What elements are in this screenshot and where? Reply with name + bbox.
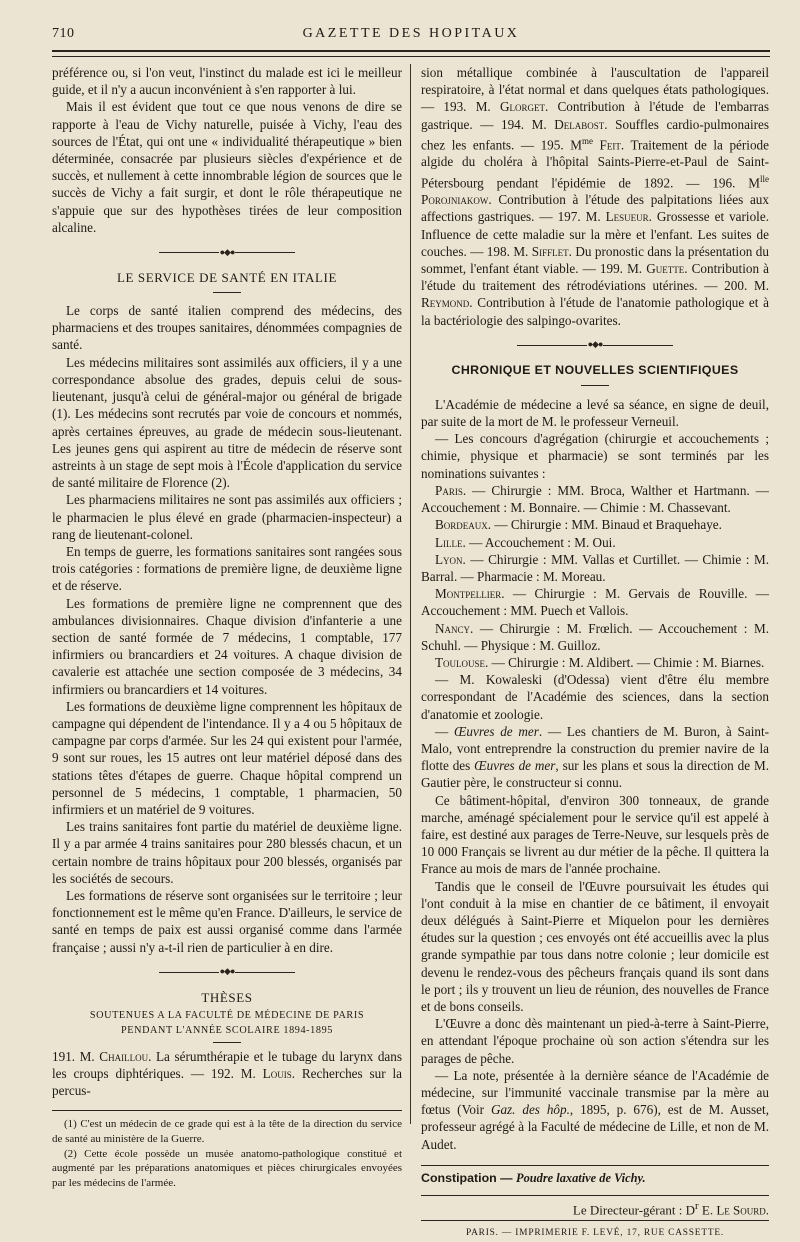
jury-text: — Chirurgie : MM. Broca, Walther et Hartmann. — Accouchement : M. Bonnaire. — Chimie : M. Chassevant. <box>421 482 769 516</box>
printer-imprint: PARIS. — IMPRIMERIE F. LEVÉ, 17, RUE CASSETTE. <box>465 1227 725 1238</box>
theses-text-segment: Porojniakow <box>421 192 489 208</box>
jury-text: — Chirurgie : M. Frœlich. — Accouchement : M. Schuhl. — Physique : M. Guilloz. <box>421 620 769 653</box>
theses-text-segment: . Du pronostic dans la présentation du sommet, l'enfant étant viable. — 199. M. <box>421 243 769 277</box>
theses-text-segment: . Contribution à l'étude de l'anatomie pathologique et à la bactériologie des salpingo-ovarites. <box>421 295 769 328</box>
theses-text-segment: . Traitement de la période algide du choléra à l'hôpital Saints-Pierre-et-Paul de Saint-Pétersbourg pendant l'épidémie de 1892. — 196. M <box>421 137 770 190</box>
intro-paragraph: préférence ou, si l'on veut, l'instinct du malade est ici le meilleur guide, et il n'y a aucun inconvénient à s'en rapporter à lui. <box>52 65 402 98</box>
theses-text-segment: . Contribution à l'étude des palpitations liées aux affections gastriques. — 197. M. <box>421 192 769 225</box>
paragraph: — M. Kowaleski (d'Odessa) vient d'être élu membre correspondant de l'Académie des sciences, dans la section d'anatomie et zoologie. <box>421 672 769 722</box>
theses-text-segment: Reymond <box>421 295 470 311</box>
footnote-rule <box>52 1110 402 1111</box>
paragraph: Le corps de santé italien comprend des médecins, des pharmaciens et des troupes sanitaires, dénommées compagnies de santé. <box>52 303 402 353</box>
jury-entry <box>421 585 769 619</box>
theses-list: 191. M. Chaillou. La sérumthérapie et le tubage du larynx dans les croups diphtériques. — 192. M. Louis. Recherches sur la percus- <box>52 1048 402 1099</box>
section-ornament: ●◆● <box>421 336 769 354</box>
paragraph: — Œuvres de mer. — Les chantiers de M. Buron, à Saint-Malo, vont entreprendre la construction du premier navire de la flotte des Œuvres de mer, sur les plans et sous la direction de M. Gautier père, le constructeur si connu. <box>421 723 770 791</box>
paragraph: Les formations de première ligne ne comprennent que des ambulances divisionnaires. Chaque division d'infanterie a une section de santé formée de 7 médecins, 1 comptable, 177 infirmiers ou brancardiers et 24 voitures. A chaque division de cavalerie est attachée une section composée de 3 médecins, 34 infirmiers ou brancardiers et 14 voitures. <box>52 595 402 697</box>
right-column <box>421 64 769 1242</box>
jury-text: — Accouchement : M. Oui. <box>465 534 616 550</box>
title-rule <box>581 385 609 386</box>
paragraph: En temps de guerre, les formations sanitaires sont rangées sous trois catégories : formations de première ligne, de deuxième ligne et de réserve. <box>52 543 402 594</box>
jury-entry <box>421 516 769 533</box>
section-ornament: ●◆● <box>52 243 402 261</box>
jury-text: — Chirurgie : MM. Vallas et Curtillet. — Chimie : M. Barral. — Pharmacie : M. Moreau. <box>421 551 769 584</box>
paragraph: L'Œuvre a donc dès maintenant un pied-à-terre à Saint-Pierre, en attendant l'époque prochaine où son action s'étendra sur les parages de pêche. <box>421 1016 769 1066</box>
journal-title: GAZETTE DES HOPITAUX <box>302 26 520 41</box>
column-divider <box>410 64 411 1124</box>
jury-city: Paris. <box>435 482 467 498</box>
theses-text-segment: Lesueur <box>605 209 649 225</box>
paragraph: Les pharmaciens militaires ne sont pas assimilés aux officiers ; le pharmacien le plus élevé en grade (pharmacien-inspecteur) a rang de lieutenant-colonel. <box>52 492 402 542</box>
jury-entry <box>421 551 769 585</box>
paragraph: Les formations de deuxième ligne comprennent les hôpitaux de campagne qui dépendent de l'intendance. Il y a 4 ou 5 hôpitaux de campagne par corps d'armée. Sur les 24 qui existent pour l'armée, 9 sont sur roues, les 15 autres ont leur matériel déposé dans des stations têtes d'étapes de guerre. Chaque hôpital comprend un personnel de 5 médecins, 1 comptable, 1 pharmacien, 50 infirmiers et un matériel de 9 voitures. <box>52 698 402 817</box>
theses-subtitle: SOUTENUES A LA FACULTÉ DE MÉDECINE DE PARIS <box>89 1009 365 1021</box>
jury-entry <box>421 620 769 654</box>
footnote: (1) C'est un médecin de ce grade qui est à la tête de la direction du service de santé au ministère de la Guerre. <box>52 1118 402 1146</box>
header-rule-thin <box>52 56 770 57</box>
director-signature: Le Directeur-gérant : $D^r$ E. Le Sourd. <box>572 1200 769 1218</box>
theses-text-segment: Feit <box>599 137 621 153</box>
left-column <box>52 64 402 1190</box>
jury-entry <box>421 654 769 671</box>
paragraph: — La note, présentée à la dernière séance de l'Académie de médecine, sur l'immunité vaccinale transmise par la mère au fœtus (Voir Gaz. des hôp., 1895, p. 676), est de M. Ausset, professeur agrégé à la Faculté de médecine de Lille, et non de M. Audet. <box>421 1067 769 1152</box>
page-number: 710 <box>52 26 75 41</box>
theses-list-continued <box>421 64 769 329</box>
theses-text-segment: lle <box>760 173 769 184</box>
jury-city: Lyon. <box>435 551 466 567</box>
paragraph: — Les concours d'agrégation (chirurgie et accouchements ; chimie, physique et pharmacie) se sont terminés par les nominations suivantes : <box>421 431 769 481</box>
advert-constipation: Constipation — Poudre laxative de Vichy. <box>421 1170 646 1185</box>
jury-list <box>421 482 769 671</box>
theses-text-segment: . Contribution à l'étude de l'embarras gastrique. — 194. M. <box>421 99 770 132</box>
jury-city: Nancy. <box>435 620 474 636</box>
jury-text: — Chirurgie : M. Gervais de Rouville. — Accouchement : MM. Puech et Vallois. <box>421 586 769 619</box>
theses-text-segment: sion métallique combinée à l'auscultation de l'appareil respiratoire, à l'état normal et dans quelques états pathologiques. — 193. M. <box>421 65 769 115</box>
theses-text-segment: . Grossesse et variole. Influence de cette maladie sur la mère et l'enfant. Les suites de couches. — 198. M. <box>421 209 769 259</box>
paragraph: Les formations de réserve sont organisées sur le territoire ; leur fonctionnement est le même qu'en France. D'ailleurs, le service de santé en temps de paix est aussi organisé comme dans l'armée française ; aussi n'y a-t-il rien de particulier à en dire. <box>52 887 402 955</box>
jury-city: Montpellier. <box>435 586 505 602</box>
theses-text-segment: Sifflet <box>531 243 569 259</box>
jury-text: — Chirurgie : M. Aldibert. — Chimie : M. Biarnes. <box>488 654 765 670</box>
jury-text: — Chirurgie : MM. Binaud et Braquehaye. <box>491 517 722 533</box>
section-ornament: ●◆● <box>52 963 402 981</box>
intro-paragraph: Mais il est évident que tout ce que nous venons de dire se rapporte à l'eau de Vichy naturelle, puisée à Vichy, l'eau des sources de l'État, qui ont une « individualité thérapeutique » bien déterminée, consacrée par plusieurs siècles d'expérience et de succès, et nullement à cette innombrable légion de sources que le succès de Vichy a fait surgir, et dont le rôle thérapeutique ne s'appuie que sur des hypothèses tirées de leur composition alcaline. <box>52 99 402 235</box>
jury-city: Toulouse. <box>435 654 489 670</box>
theses-text-segment: me <box>581 135 593 146</box>
rule <box>421 1195 769 1196</box>
title-rule <box>213 1042 241 1043</box>
section-title-service-sante: LE SERVICE DE SANTÉ EN ITALIE <box>116 269 338 285</box>
paragraph: Tandis que le conseil de l'Œuvre poursuivait les études qui l'ont conduit à la mise en chantier de ce bâtiment, il envoyait deux délégués à Saint-Pierre et Miquelon pour les dernières études sur la question ; ces envoyés ont été accueillis avec la plus grande sympathie par tous dans notre colonie ; leur domicile est devenu le rendez-vous des pêcheurs français quand ils sont dans le port ; ils y trouvent un lieu de réunion, des nouvelles de France et de bons conseils. <box>421 878 769 1014</box>
theses-text-segment: Glorget <box>499 99 545 115</box>
footnote: (2) Cette école possède un musée anatomo-pathologique constitué et augmenté par les préparations anatomiques et pièces chirurgicales envoyées par les médecins de l'armée. <box>52 1147 402 1189</box>
theses-text-segment: Guette <box>646 261 685 277</box>
paragraph: Les trains sanitaires font partie du matériel de deuxième ligne. Il y a par armée 4 trains sanitaires pour 280 blessés chacun, et un certain nombre de trains hôpitaux pour 200 blessés, organisés par les sociétés de secours. <box>52 819 402 886</box>
section-title-chronique: CHRONIQUE ET NOUVELLES SCIENTIFIQUES <box>451 362 739 377</box>
theses-subtitle: PENDANT L'ANNÉE SCOLAIRE 1894-1895 <box>121 1024 333 1036</box>
header-rule <box>52 50 770 52</box>
jury-entry <box>421 482 769 516</box>
jury-city: Bordeaux. <box>435 517 492 533</box>
paragraph: Ce bâtiment-hôpital, d'environ 300 tonneaux, de grande marche, aménagé spécialement pour le service qu'il est appelé à faire, est destiné aux parages de Terre-Neuve, sur lesquels près de 10 000 Français se livrent au dur métier de la pêche. Il quittera la France au mois de mars de l'année prochaine. <box>421 792 769 877</box>
paragraph: Les médecins militaires sont assimilés aux officiers, il y a une correspondance absolue des grades, depuis celui de sous-lieutenant, jusqu'à celui de général-major ou général de brigade (1). Les médecins sont recrutés par voie de concours et nommés, après certaines épreuves, au grade de médecin sous-lieutenant. Les jeunes gens qui aspirent au titre de médecin de réserve sont astreints à un stage de sept mois à l'École d'application du service de santé militaire de Florence (2). <box>52 354 402 491</box>
paragraph: L'Académie de médecine a levé sa séance, en signe de deuil, par suite de la mort de M. le professeur Verneuil. <box>421 396 769 430</box>
section-title-theses: THÈSES <box>201 989 253 1005</box>
title-rule <box>213 292 241 293</box>
rule <box>421 1220 769 1221</box>
theses-text-segment: Delabost <box>554 116 605 132</box>
rule <box>421 1165 769 1166</box>
jury-city: Lille. <box>435 534 466 550</box>
theses-text-segment: . Contribution à l'étude du traitement des rétrodéviations utérines. — 200. M. <box>421 261 769 294</box>
theses-text-segment: . Souffles cardio-pulmonaires chez les enfants. — 195. M <box>421 116 769 153</box>
jury-entry <box>421 534 769 551</box>
